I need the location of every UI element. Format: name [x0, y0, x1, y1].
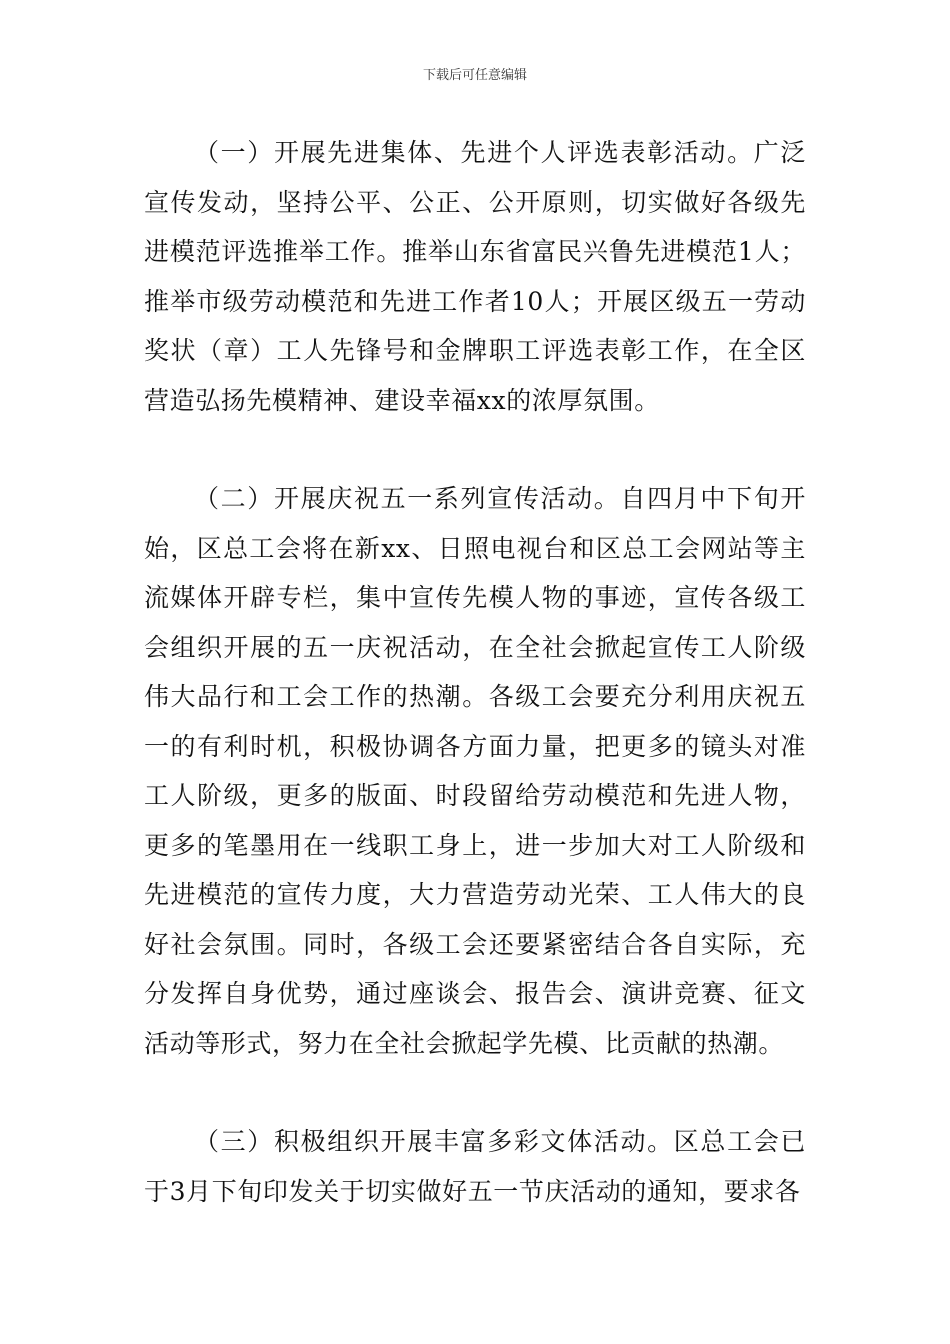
paragraph-2: （二）开展庆祝五一系列宣传活动。自四月中下旬开始，区总工会将在新xx、日照电视台和区总工会网站等主流媒体开辟专栏，集中宣传先模人物的事迹，宣传各级工会组织开展的五一庆祝活动，在全社会掀起宣传工人阶级伟大品行和工会工作的热潮。各级工会要充分利用庆祝五一的有利时机，积极协调各方面力量，把更多的镜头对准工人阶级，更多的版面、时段留给劳动模范和先进人物，更多的笔墨用在一线职工身上，进一步加大对工人阶级和先进模范的宣传力度，大力营造劳动光荣、工人伟大的良好社会氛围。同时，各级工会还要紧密结合各自实际，充分发挥自身优势，通过座谈会、报告会、演讲竞赛、征文活动等形式，努力在全社会掀起学先模、比贡献的热潮。	[144, 484, 806, 1058]
paragraph-1: （一）开展先进集体、先进个人评选表彰活动。广泛宣传发动，坚持公平、公正、公开原则，切实做好各级先进模范评选推举工作。推举山东省富民兴鲁先进模范1人；推举市级劳动模范和先进工作者10人；开展区级五一劳动奖状（章）工人先锋号和金牌职工评选表彰工作，在全区营造弘扬先模精神、建设幸福xx的浓厚氛围。	[144, 138, 806, 415]
paragraph-3: （三）积极组织开展丰富多彩文体活动。区总工会已于3月下旬印发关于切实做好五一节庆活动的通知，要求各	[144, 1127, 806, 1206]
page-header-note: 下载后可任意编辑	[422, 68, 527, 83]
document-body	[144, 128, 806, 1216]
